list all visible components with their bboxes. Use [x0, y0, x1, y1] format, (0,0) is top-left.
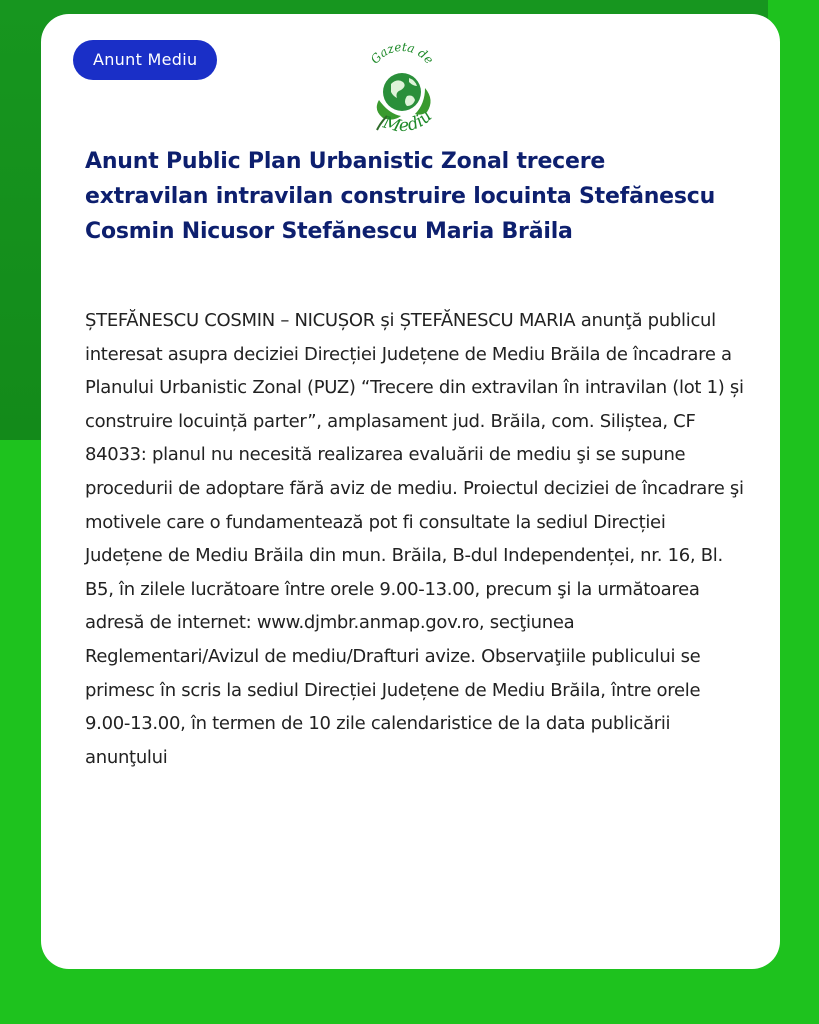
globe-leaf-logo-icon	[357, 38, 447, 138]
svg-text:Gazeta de	[368, 40, 436, 67]
logo-text-bottom: Mediu	[380, 106, 437, 137]
category-badge[interactable]: Anunt Mediu	[73, 40, 217, 80]
announcement-body: ȘTEFĂNESCU COSMIN – NICUȘOR și ȘTEFĂNESCU MARIA anunţă publicul interesat asupra deciziei Direcției Județene de Mediu Brăila de încadrare a Planului Urbanistic Zonal (PUZ) “Trecere din extravilan în intravilan (lot 1) și construire locuință parter”, amplasament jud. Brăila, com. Siliștea, CF 84033: planul nu necesită realizarea evaluării de mediu şi se supune procedurii de adoptare fără aviz de mediu. Proiectul deciziei de încadrare şi motivele care o fundamentează pot fi consultate la sediul Direcției Județene de Mediu Brăila din mun. Brăila, B-dul Independenței, nr. 16, Bl. B5, în zilele lucrătoare între orele 9.00-13.00, precum şi la următoarea adresă de internet: www.djmbr.anmap.gov.ro, secţiunea Reglementari/Avizul de mediu/Drafturi avize. Observaţiile publicului se primesc în scris la sediul Direcției Județene de Mediu Brăila, între orele 9.00-13.00, în termen de 10 zile calendaristice de la data publicării anunţului	[85, 310, 744, 768]
announcement-title: Anunt Public Plan Urbanistic Zonal trecere extravilan intravilan construire locuinta Stefănescu Cosmin Nicusor Stefănescu Maria Brăila	[85, 149, 716, 244]
logo-text-top: Gazeta de	[367, 39, 437, 67]
announcement-card	[41, 14, 780, 969]
